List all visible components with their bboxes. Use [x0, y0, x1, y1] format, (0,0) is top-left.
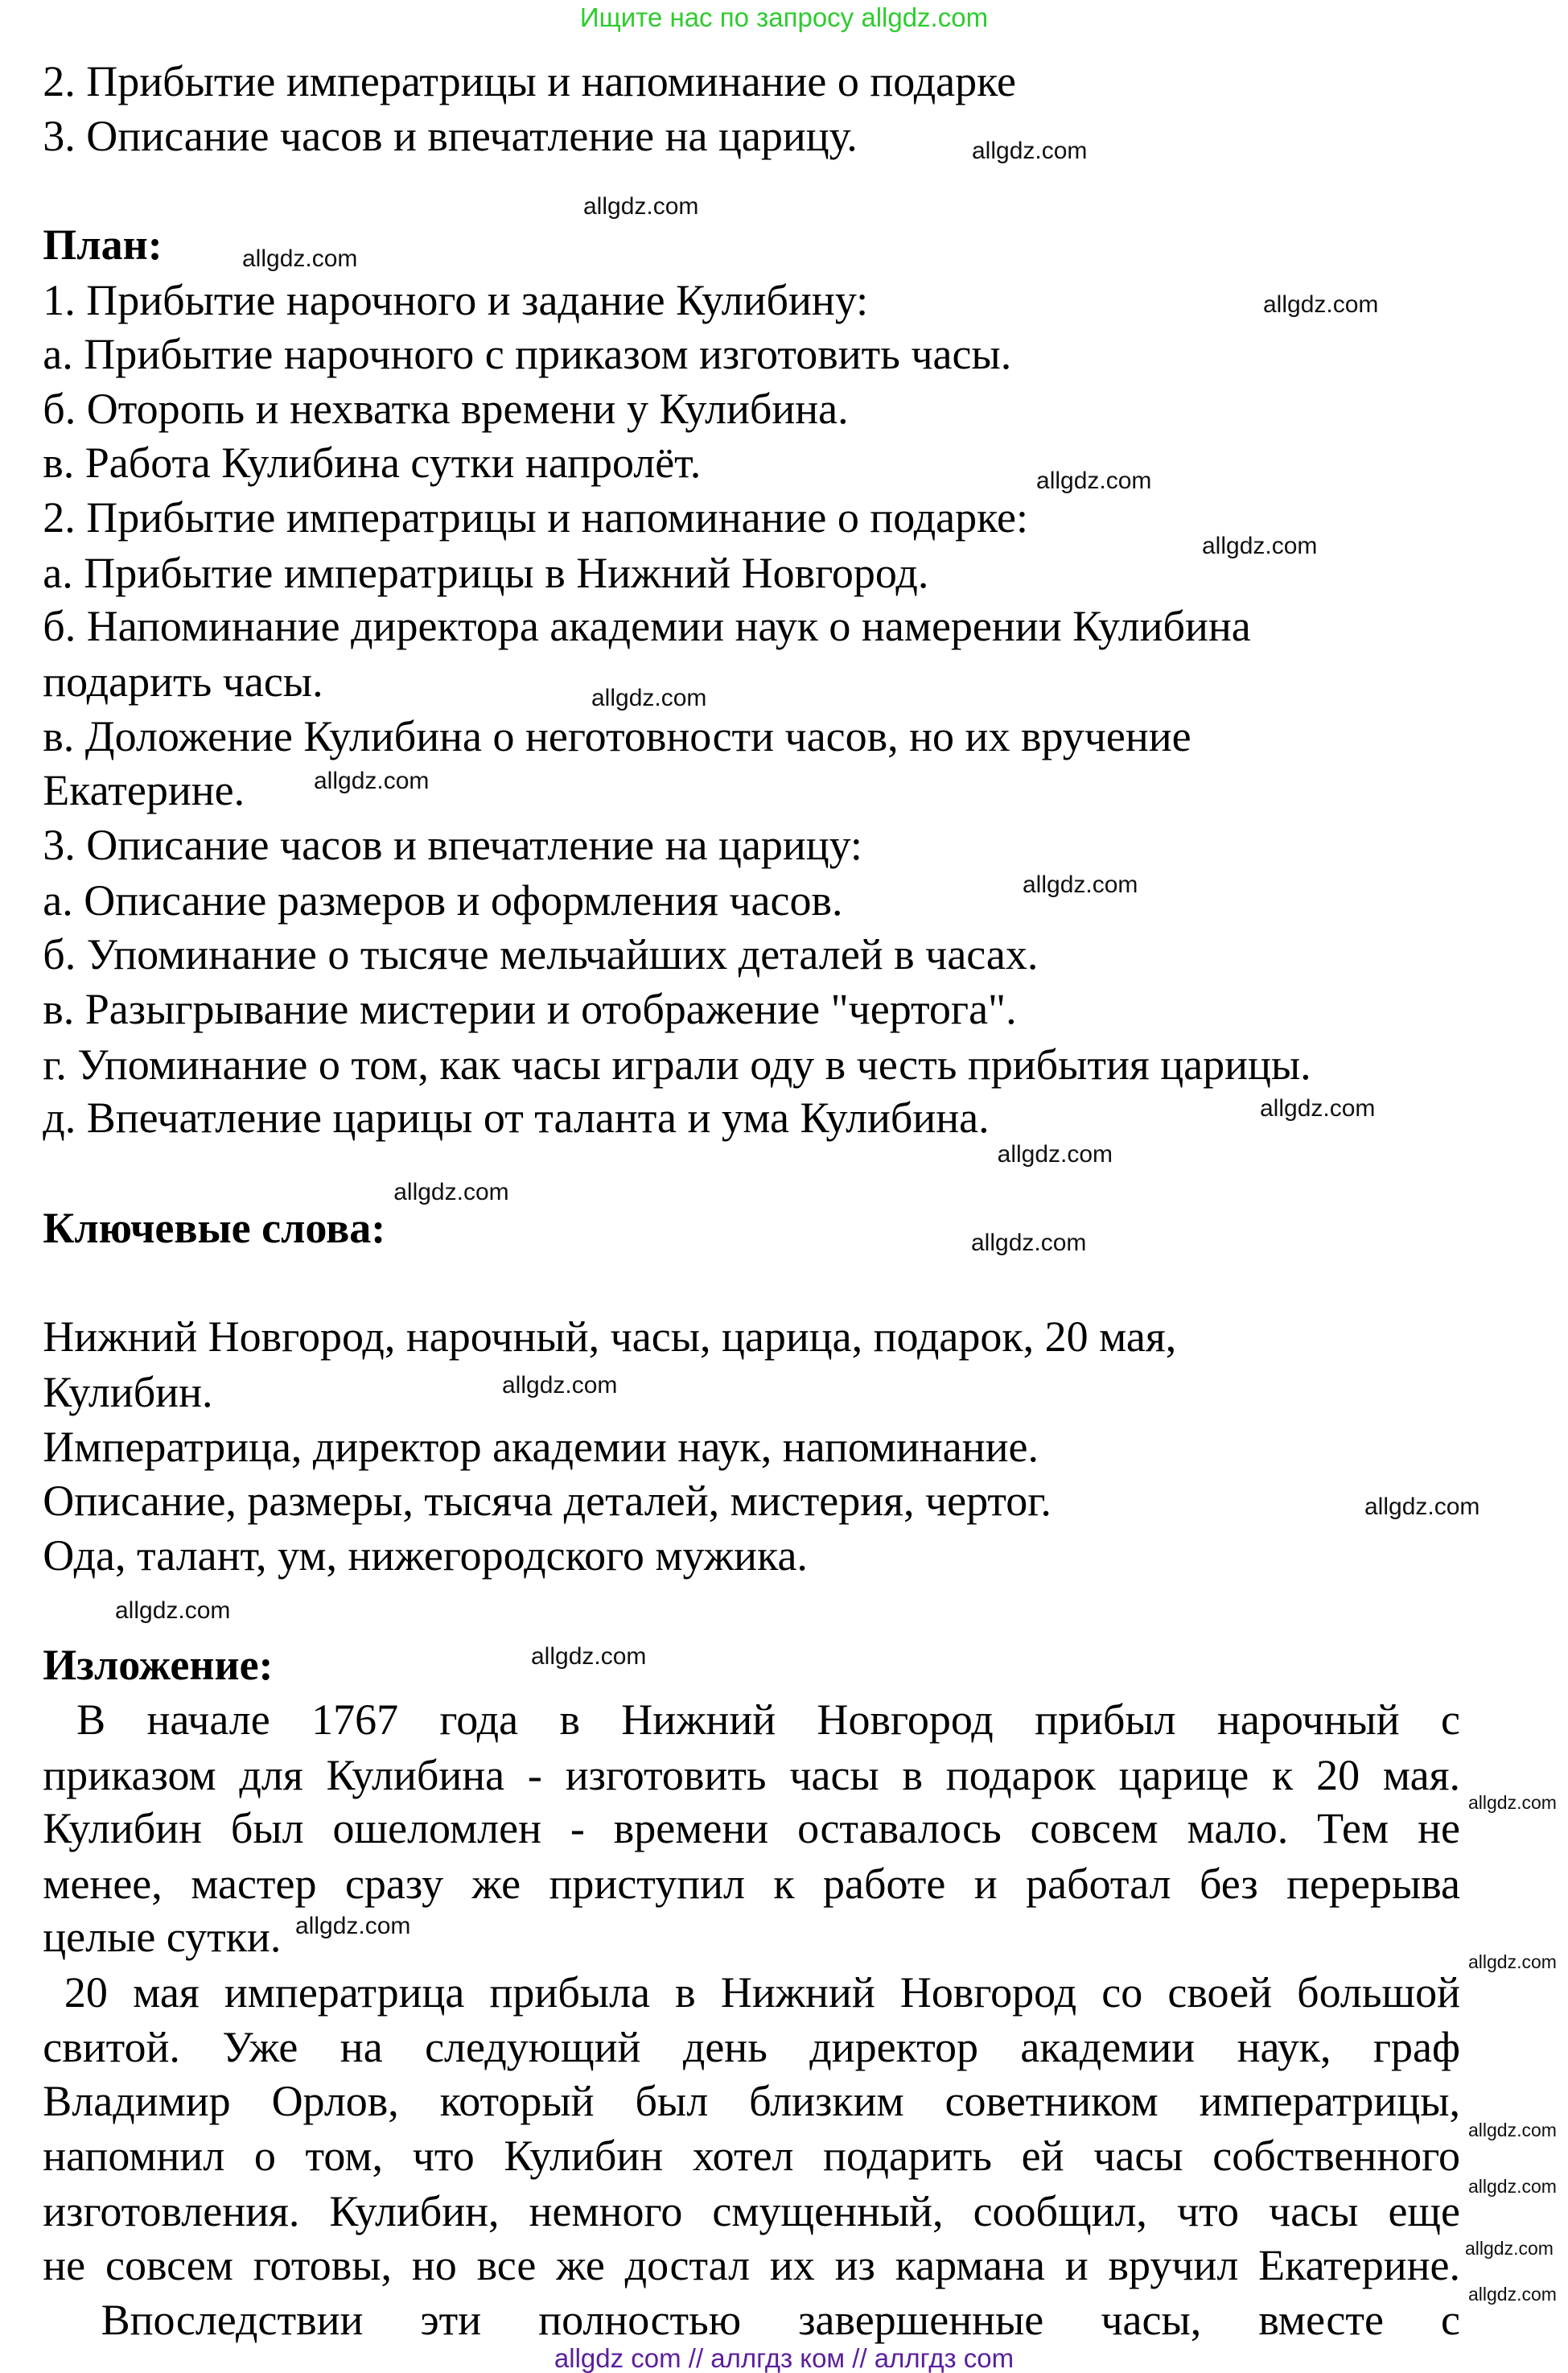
text-line: 2. Прибытие императрицы и напоминание о подарке: [43, 493, 1029, 542]
watermark-text: allgdz.com [115, 1597, 231, 1624]
text-line: Владимир Орлов, который был близким советником императрицы, [43, 2077, 1460, 2125]
text-line: Ода, талант, ум, нижегородского мужика. [43, 1531, 808, 1580]
text-line: приказом для Кулибина - изготовить часы в подарок царице к 20 мая. [43, 1751, 1460, 1799]
watermark-text: allgdz.com [591, 685, 707, 711]
watermark-text: allgdz.com [295, 1913, 411, 1939]
watermark-text: allgdz.com [1036, 468, 1152, 494]
section-heading: План: [43, 220, 163, 269]
text-line: менее, мастер сразу же приступил к работе и работал без перерыва [43, 1860, 1460, 1908]
watermark-text: allgdz.com [583, 193, 699, 220]
watermark-text: allgdz.com [1467, 2284, 1557, 2305]
section-heading: Ключевые слова: [43, 1204, 386, 1252]
text-line: в. Разыгрывание мистерии и отображение "чертога". [43, 985, 1017, 1033]
text-line: в. Доложение Кулибина о неготовности часов, но их вручение [43, 712, 1191, 760]
text-line: свитой. Уже на следующий день директор академии наук, граф [43, 2023, 1460, 2071]
text-line: Императрица, директор академии наук, напоминание. [43, 1423, 1039, 1471]
text-line: 3. Описание часов и впечатление на царицу: [43, 821, 862, 869]
watermark-text: allgdz.com [1467, 2120, 1557, 2140]
watermark-text: allgdz.com [1263, 291, 1379, 318]
text-line: 2. Прибытие императрицы и напоминание о подарке [43, 57, 1017, 105]
text-line: а. Прибытие нарочного с приказом изготовить часы. [43, 330, 1012, 378]
watermark-text: allgdz.com [1465, 2238, 1554, 2259]
watermark-text: allgdz.com [314, 768, 430, 794]
search-banner: Ищите нас по запросу allgdz.com [579, 2, 989, 32]
text-line: в. Работа Кулибина сутки напролёт. [43, 439, 702, 487]
text-line: подарить часы. [43, 657, 323, 706]
text-line: напомнил о том, что Кулибин хотел подарить ей часы собственного [43, 2132, 1460, 2180]
text-line: а. Прибытие императрицы в Нижний Новгород. [43, 549, 929, 597]
watermark-text: allgdz.com [997, 1141, 1113, 1168]
watermark-text: allgdz.com [393, 1179, 509, 1205]
text-line: Нижний Новгород, нарочный, часы, царица, подарок, 20 мая, [43, 1312, 1177, 1361]
text-line: Описание, размеры, тысяча деталей, мистерия, чертог. [43, 1477, 1052, 1525]
text-line: 1. Прибытие нарочного и задание Кулибину: [43, 276, 869, 324]
text-line: В начале 1767 года в Нижний Новгород прибыл нарочный с [76, 1695, 1460, 1744]
text-line: Впоследствии эти полностью завершенные часы, вместе с [101, 2296, 1460, 2344]
footer-banner: allgdz com // аллгдз ком // аллгдз com [554, 2343, 1014, 2373]
watermark-text: allgdz.com [1260, 1095, 1376, 1122]
watermark-text: allgdz.com [502, 1372, 618, 1399]
text-line: а. Описание размеров и оформления часов. [43, 876, 843, 925]
watermark-text: allgdz.com [1364, 1493, 1480, 1520]
watermark-text: allgdz.com [972, 138, 1088, 164]
watermark-text: allgdz.com [971, 1230, 1087, 1256]
watermark-text: allgdz.com [1467, 2176, 1557, 2197]
text-line: б. Оторопь и нехватка времени у Кулибина. [43, 385, 849, 433]
text-line: Кулибин. [43, 1368, 213, 1416]
text-line: целые сутки. [43, 1913, 282, 1961]
text-line: б. Упоминание о тысяче мельчайших деталей в часах. [43, 930, 1039, 978]
watermark-text: allgdz.com [1023, 871, 1138, 898]
text-line: не совсем готовы, но все же достал их из кармана и вручил Екатерине. [43, 2241, 1460, 2289]
text-line: Кулибин был ошеломлен - времени оставалось совсем мало. Тем не [43, 1804, 1460, 1852]
watermark-text: allgdz.com [1467, 1951, 1557, 1972]
watermark-text: allgdz.com [1202, 533, 1318, 559]
text-line: г. Упоминание о том, как часы играли оду в честь прибытия царицы. [43, 1040, 1311, 1089]
text-line: 3. Описание часов и впечатление на царицу. [43, 112, 858, 160]
text-line: б. Напоминание директора академии наук о намерении Кулибина [43, 602, 1251, 650]
text-line: 20 мая императрица прибыла в Нижний Новгород со своей большой [64, 1968, 1460, 2017]
section-heading: Изложение: [43, 1641, 274, 1689]
text-line: изготовления. Кулибин, немного смущенный, сообщил, что часы еще [43, 2187, 1460, 2235]
watermark-text: allgdz.com [242, 245, 358, 272]
watermark-text: allgdz.com [1467, 1792, 1557, 1813]
text-line: д. Впечатление царицы от таланта и ума Кулибина. [43, 1094, 990, 1142]
watermark-text: allgdz.com [531, 1643, 647, 1670]
text-line: Екатерине. [43, 766, 245, 814]
